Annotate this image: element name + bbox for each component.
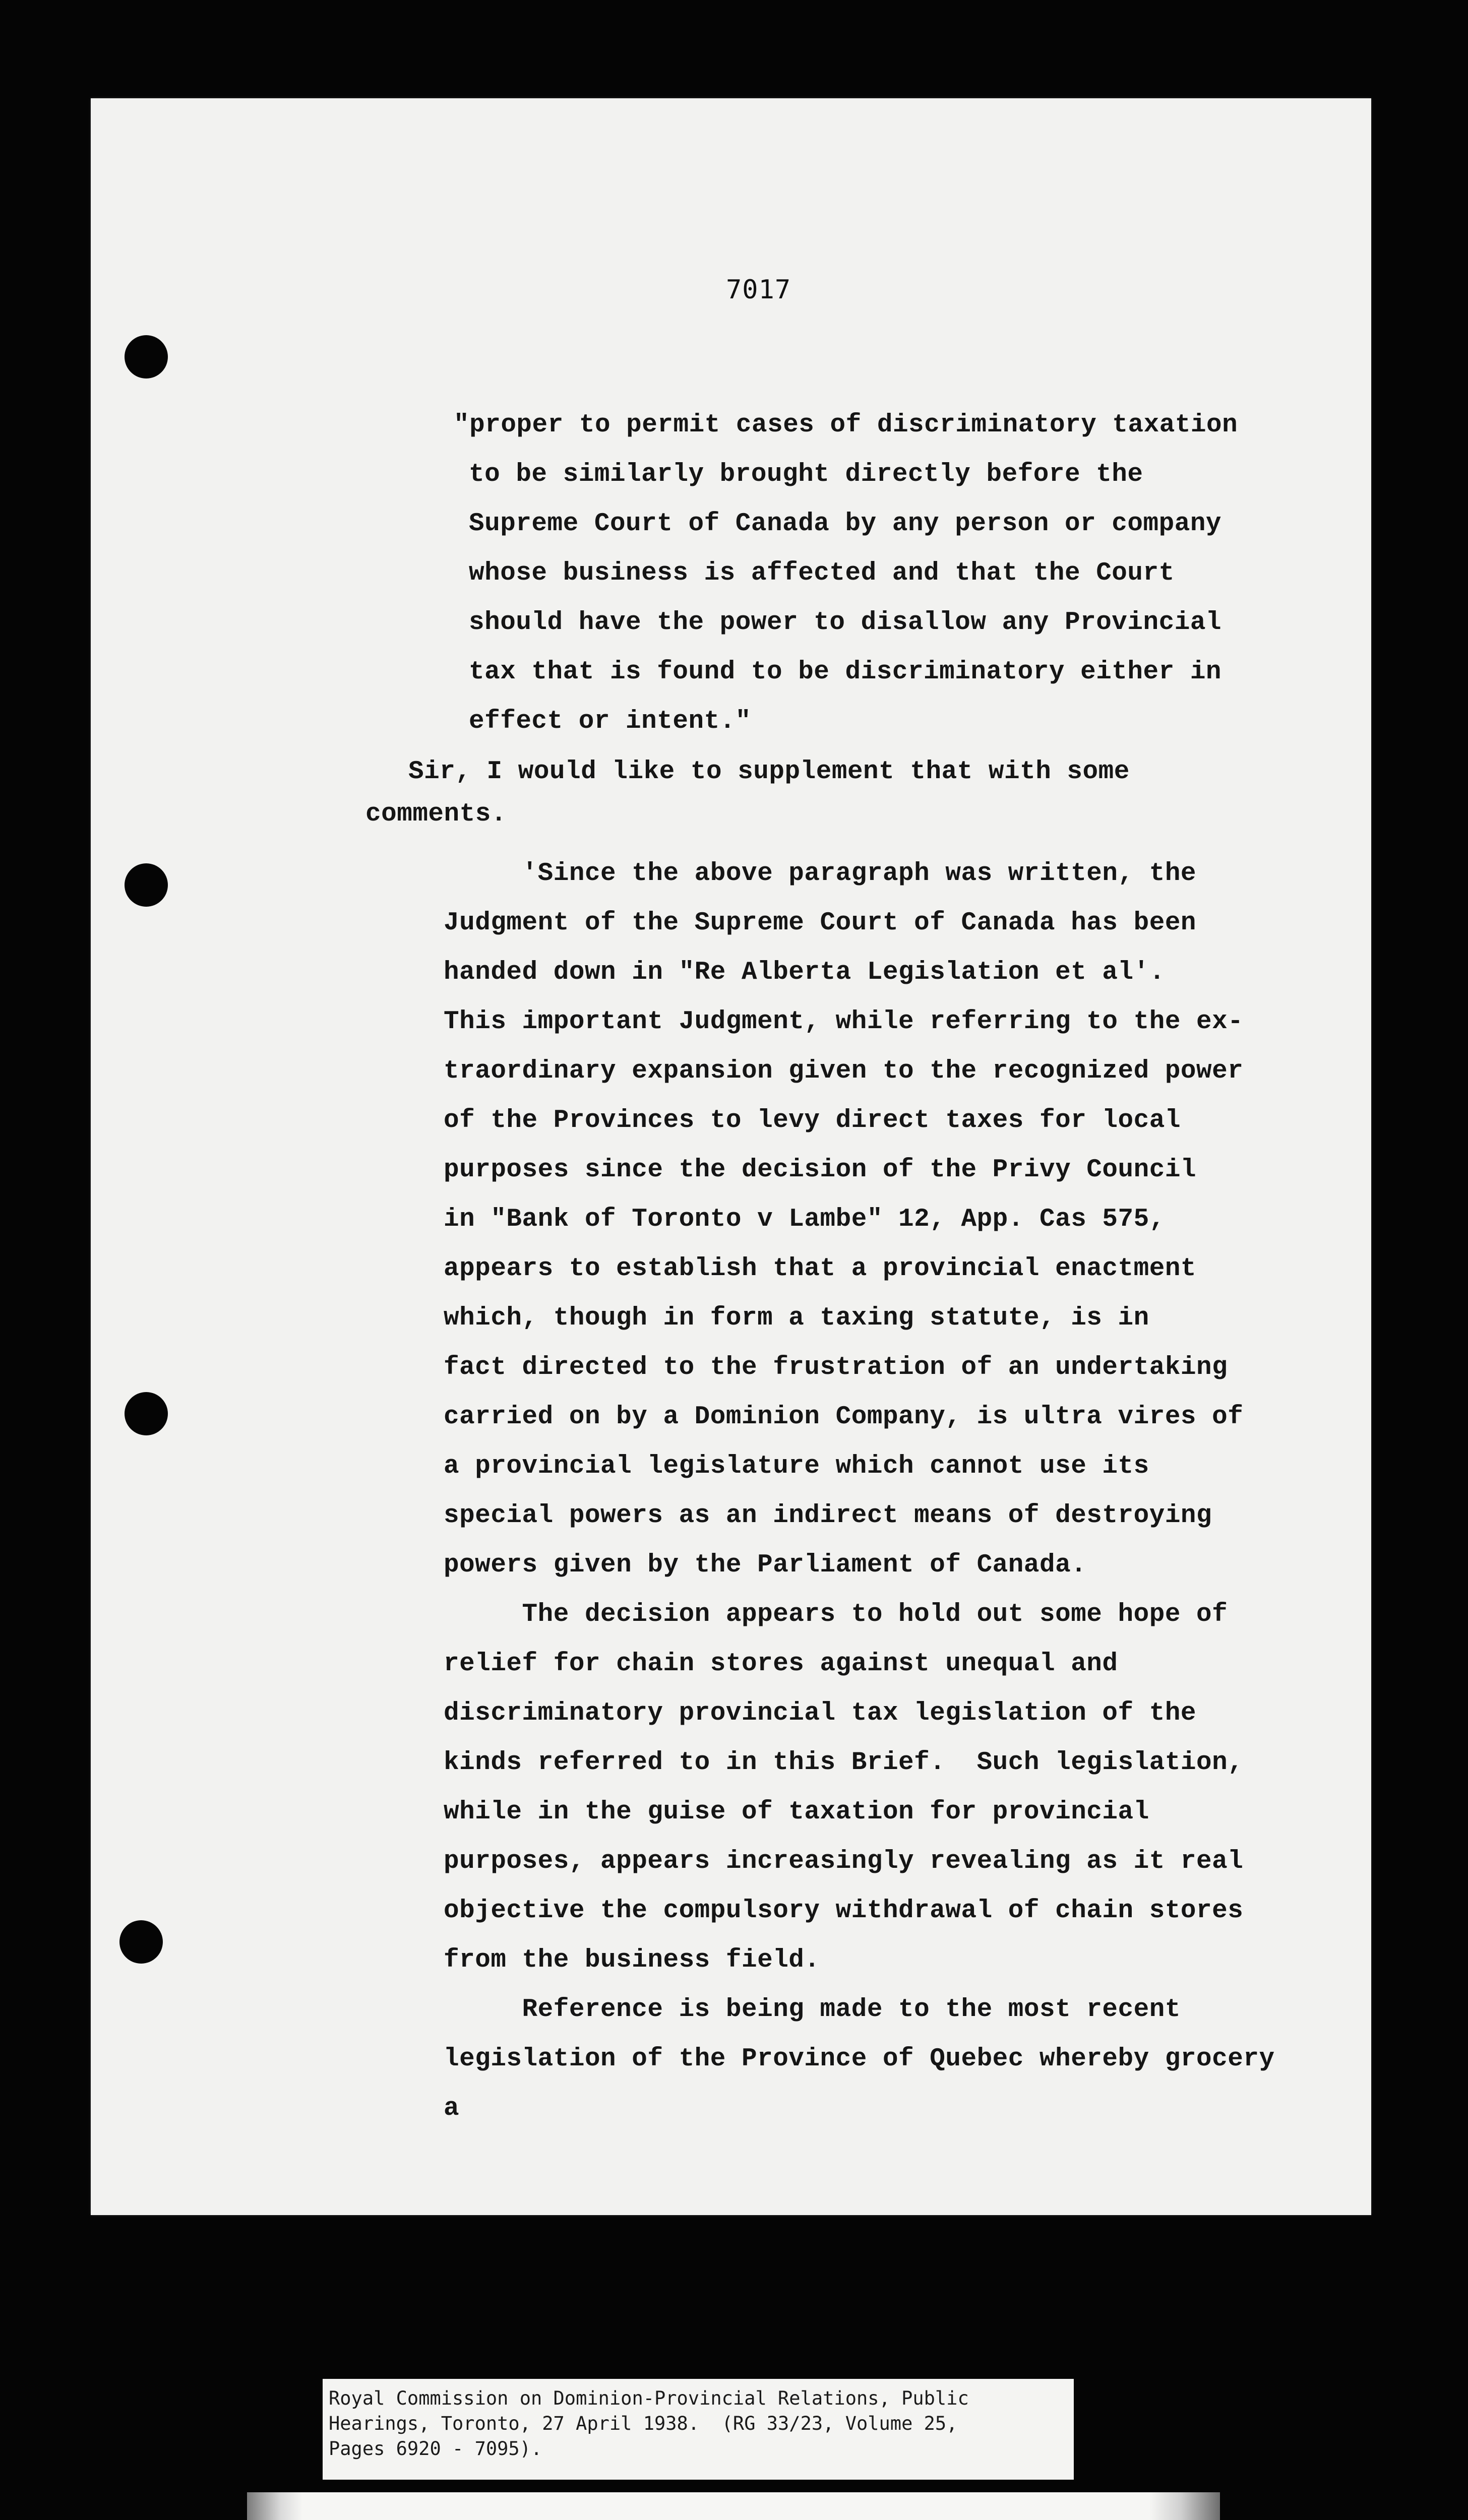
text-line: Judgment of the Supreme Court of Canada has been xyxy=(444,909,1197,937)
punch-hole xyxy=(125,863,168,907)
page-number: 7017 xyxy=(726,275,791,305)
quoted-paragraph xyxy=(454,401,1238,746)
text-line: of the Provinces to levy direct taxes for local xyxy=(444,1106,1181,1135)
archival-caption xyxy=(323,2379,1074,2480)
text-line: 'Since the above paragraph was written, the xyxy=(444,859,1197,888)
text-line: comments. xyxy=(365,800,507,829)
text-line: "proper to permit cases of discriminatory taxation xyxy=(454,411,1238,439)
text-line: powers given by the Parliament of Canada. xyxy=(444,1551,1087,1580)
text-line: The decision appears to hold out some hope of xyxy=(444,1600,1228,1629)
stamp-edge xyxy=(247,2492,302,2520)
text-line: effect or intent." xyxy=(469,707,751,736)
caption-line: Hearings, Toronto, 27 April 1938. (RG 33/23, Volume 25, xyxy=(329,2413,958,2434)
document-page xyxy=(91,98,1371,2215)
text-line: fact directed to the frustration of an undertaking xyxy=(444,1353,1228,1382)
text-line: purposes, appears increasingly revealing as it real xyxy=(444,1847,1244,1876)
text-line: should have the power to disallow any Provincial xyxy=(469,608,1222,637)
text-line: while in the guise of taxation for provincial xyxy=(444,1798,1149,1826)
text-line: Supreme Court of Canada by any person or company xyxy=(469,510,1222,538)
body-text xyxy=(444,849,1275,2133)
punch-hole xyxy=(125,1392,168,1435)
punch-hole xyxy=(119,1920,163,1964)
text-line: objective the compulsory withdrawal of chain stores xyxy=(444,1897,1244,1925)
text-line: Sir, I would like to supplement that with some xyxy=(408,758,1130,786)
text-line: discriminatory provincial tax legislation of the xyxy=(444,1699,1197,1728)
text-line: purposes since the decision of the Privy Council xyxy=(444,1156,1197,1184)
text-line: Reference is being made to the most recent xyxy=(444,1995,1181,2024)
text-line: to be similarly brought directly before the xyxy=(469,460,1143,489)
text-line: a provincial legislature which cannot use its xyxy=(444,1452,1149,1481)
text-line: This important Judgment, while referring to the ex- xyxy=(444,1007,1244,1036)
text-line: tax that is found to be discriminatory either in xyxy=(469,658,1222,686)
text-line: from the business field. xyxy=(444,1946,820,1975)
archives-stamp xyxy=(247,2492,1220,2520)
punch-hole xyxy=(125,335,168,379)
text-line: appears to establish that a provincial enactment xyxy=(444,1254,1197,1283)
text-line: special powers as an indirect means of destroying xyxy=(444,1501,1212,1530)
text-line: traordinary expansion given to the recognized power xyxy=(444,1057,1244,1086)
remark-paragraph xyxy=(365,747,1130,832)
caption-text xyxy=(329,2386,969,2462)
stamp-edge xyxy=(1149,2492,1220,2520)
caption-line: Pages 6920 - 7095). xyxy=(329,2438,542,2460)
text-line: relief for chain stores against unequal and xyxy=(444,1650,1118,1678)
text-line: whose business is affected and that the Court xyxy=(469,559,1175,588)
text-line: legislation of the Province of Quebec whereby grocery xyxy=(444,2045,1275,2073)
text-line: carried on by a Dominion Company, is ultra vires of xyxy=(444,1403,1244,1431)
text-line: handed down in "Re Alberta Legislation et al'. xyxy=(444,958,1165,987)
text-line: which, though in form a taxing statute, is in xyxy=(444,1304,1149,1333)
text-line: kinds referred to in this Brief. Such legislation, xyxy=(444,1748,1244,1777)
text-line: in "Bank of Toronto v Lambe" 12, App. Cas 575, xyxy=(444,1205,1165,1234)
text-line: a xyxy=(444,2094,460,2123)
caption-line: Royal Commission on Dominion-Provincial Relations, Public xyxy=(329,2387,969,2409)
